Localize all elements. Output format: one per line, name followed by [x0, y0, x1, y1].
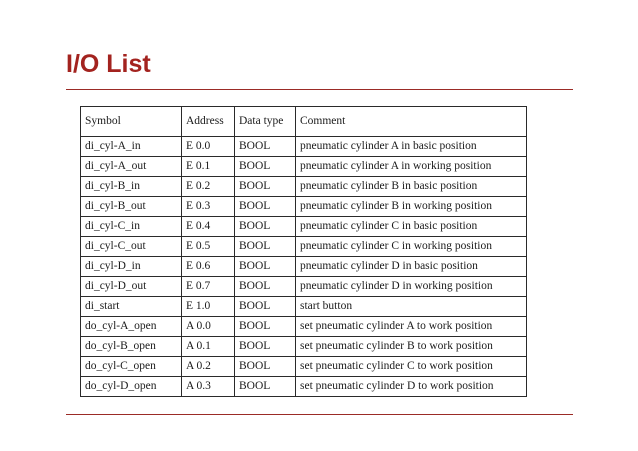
cell-address: E 0.2: [182, 177, 235, 197]
table-row: [81, 157, 527, 177]
cell-data-type: BOOL: [235, 157, 296, 177]
cell-data-type: BOOL: [235, 197, 296, 217]
cell-symbol: di_cyl-B_out: [81, 197, 182, 217]
header-address: Address: [182, 107, 235, 137]
cell-data-type: BOOL: [235, 217, 296, 237]
bottom-divider: [66, 414, 573, 415]
table-row: [81, 137, 527, 157]
header-data-type: Data type: [235, 107, 296, 137]
table-row: [81, 277, 527, 297]
slide-title: I/O List: [66, 50, 151, 78]
cell-address: E 0.1: [182, 157, 235, 177]
cell-symbol: di_cyl-C_in: [81, 217, 182, 237]
cell-symbol: do_cyl-D_open: [81, 377, 182, 397]
cell-data-type: BOOL: [235, 177, 296, 197]
cell-comment: set pneumatic cylinder C to work position: [296, 357, 527, 377]
cell-address: E 1.0: [182, 297, 235, 317]
cell-comment: set pneumatic cylinder B to work position: [296, 337, 527, 357]
cell-address: E 0.3: [182, 197, 235, 217]
cell-comment: pneumatic cylinder C in working position: [296, 237, 527, 257]
cell-comment: pneumatic cylinder D in working position: [296, 277, 527, 297]
cell-comment: pneumatic cylinder A in working position: [296, 157, 527, 177]
cell-symbol: di_cyl-B_in: [81, 177, 182, 197]
cell-address: E 0.5: [182, 237, 235, 257]
cell-data-type: BOOL: [235, 257, 296, 277]
table-row: [81, 237, 527, 257]
cell-comment: pneumatic cylinder B in basic position: [296, 177, 527, 197]
cell-data-type: BOOL: [235, 337, 296, 357]
cell-address: A 0.0: [182, 317, 235, 337]
cell-symbol: di_cyl-C_out: [81, 237, 182, 257]
io-list-table: [80, 106, 527, 397]
cell-data-type: BOOL: [235, 237, 296, 257]
table-row: [81, 357, 527, 377]
cell-comment: pneumatic cylinder D in basic position: [296, 257, 527, 277]
cell-data-type: BOOL: [235, 277, 296, 297]
cell-comment: set pneumatic cylinder A to work position: [296, 317, 527, 337]
cell-comment: pneumatic cylinder C in basic position: [296, 217, 527, 237]
top-divider: [66, 89, 573, 90]
cell-symbol: do_cyl-C_open: [81, 357, 182, 377]
cell-data-type: BOOL: [235, 377, 296, 397]
cell-address: A 0.3: [182, 377, 235, 397]
cell-data-type: BOOL: [235, 317, 296, 337]
table-row: [81, 337, 527, 357]
table-header-row: [81, 107, 527, 137]
table-row: [81, 217, 527, 237]
cell-symbol: di_cyl-A_in: [81, 137, 182, 157]
header-comment: Comment: [296, 107, 527, 137]
table-row: [81, 257, 527, 277]
cell-address: E 0.7: [182, 277, 235, 297]
cell-comment: start button: [296, 297, 527, 317]
cell-comment: pneumatic cylinder B in working position: [296, 197, 527, 217]
cell-address: A 0.1: [182, 337, 235, 357]
table-row: [81, 197, 527, 217]
cell-comment: set pneumatic cylinder D to work position: [296, 377, 527, 397]
cell-address: E 0.4: [182, 217, 235, 237]
cell-symbol: do_cyl-A_open: [81, 317, 182, 337]
header-symbol: Symbol: [81, 107, 182, 137]
cell-symbol: di_cyl-A_out: [81, 157, 182, 177]
cell-symbol: di_cyl-D_out: [81, 277, 182, 297]
cell-address: E 0.0: [182, 137, 235, 157]
cell-symbol: di_cyl-D_in: [81, 257, 182, 277]
cell-symbol: do_cyl-B_open: [81, 337, 182, 357]
cell-address: A 0.2: [182, 357, 235, 377]
cell-symbol: di_start: [81, 297, 182, 317]
table-row: [81, 317, 527, 337]
cell-data-type: BOOL: [235, 297, 296, 317]
table-row: [81, 377, 527, 397]
cell-address: E 0.6: [182, 257, 235, 277]
cell-data-type: BOOL: [235, 357, 296, 377]
table-row: [81, 297, 527, 317]
cell-comment: pneumatic cylinder A in basic position: [296, 137, 527, 157]
cell-data-type: BOOL: [235, 137, 296, 157]
table-row: [81, 177, 527, 197]
